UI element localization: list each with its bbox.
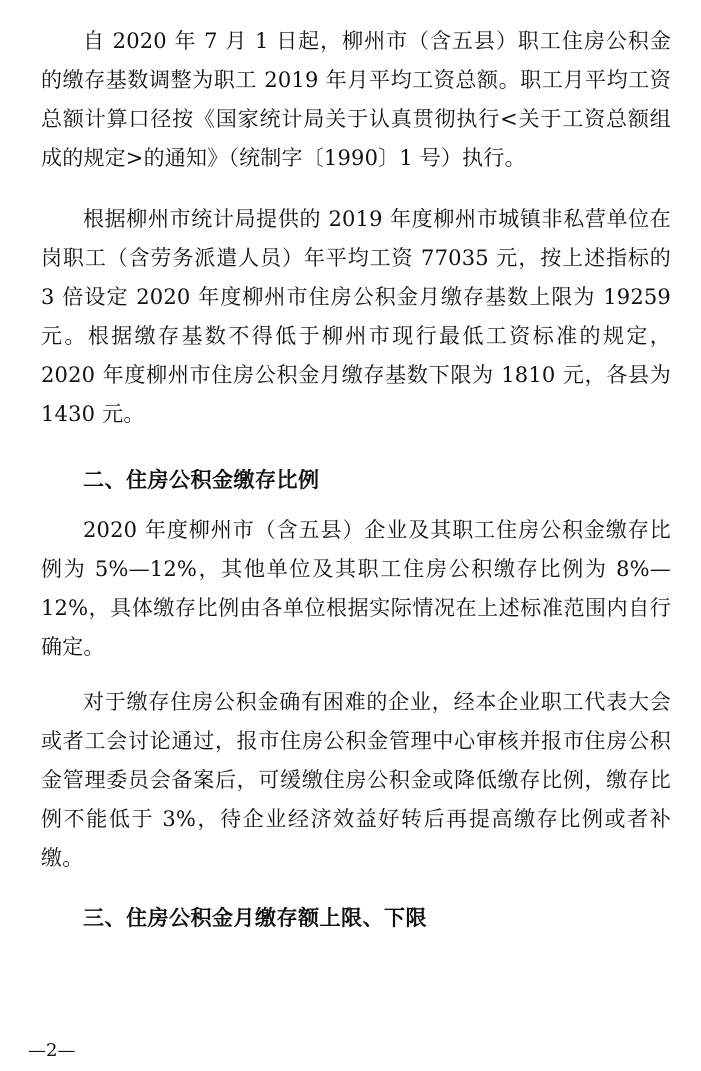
paragraph-base-limits: 根据柳州市统计局提供的 2019 年度柳州市城镇非私营单位在岗职工（含劳务派遣人员）年平均工资 77035 元，按上述指标的 3 倍设定 2020 年度柳州市住房公积金月缴存基数上限为 19259 元。根据缴存基数不得低于柳州市现行最低工资标准的规定， 2020 年度柳州市住房公积金月缴存基数下限为 1810 元，各县为 1430 元。	[41, 207, 671, 426]
paragraph-hardship-deferral: 对于缴存住房公积金确有困难的企业，经本企业职工代表大会或者工会讨论通过，报市住房公积金管理中心审核并报市住房公积金管理委员会备案后，可缓缴住房公积金或降低缴存比例，缴存比例不能低于 3%，待企业经济效益好转后再提高缴存比例或者补缴。	[41, 690, 671, 870]
paragraph-contribution-ratio: 2020 年度柳州市（含五县）企业及其职工住房公积金缴存比例为 5%—12%，其他单位及其职工住房公积缴存比例为 8%—12%，具体缴存比例由各单位根据实际情况在上述标准范围内自行确定。	[41, 518, 671, 659]
page-number: —2—	[28, 1040, 76, 1061]
paragraph-contribution-base: 自 2020 年 7 月 1 日起，柳州市（含五县）职工住房公积金的缴存基数调整为职工 2019 年月平均工资总额。职工月平均工资总额计算口径按《国家统计局关于认真贯彻执行<关于工资总额组成的规定>的通知》（统制字〔1990〕1 号）执行。	[41, 29, 671, 170]
section-heading-contribution-ratio: 二、住房公积金缴存比例	[83, 468, 320, 492]
section-heading-monthly-limits: 三、住房公积金月缴存额上限、下限	[83, 906, 427, 930]
